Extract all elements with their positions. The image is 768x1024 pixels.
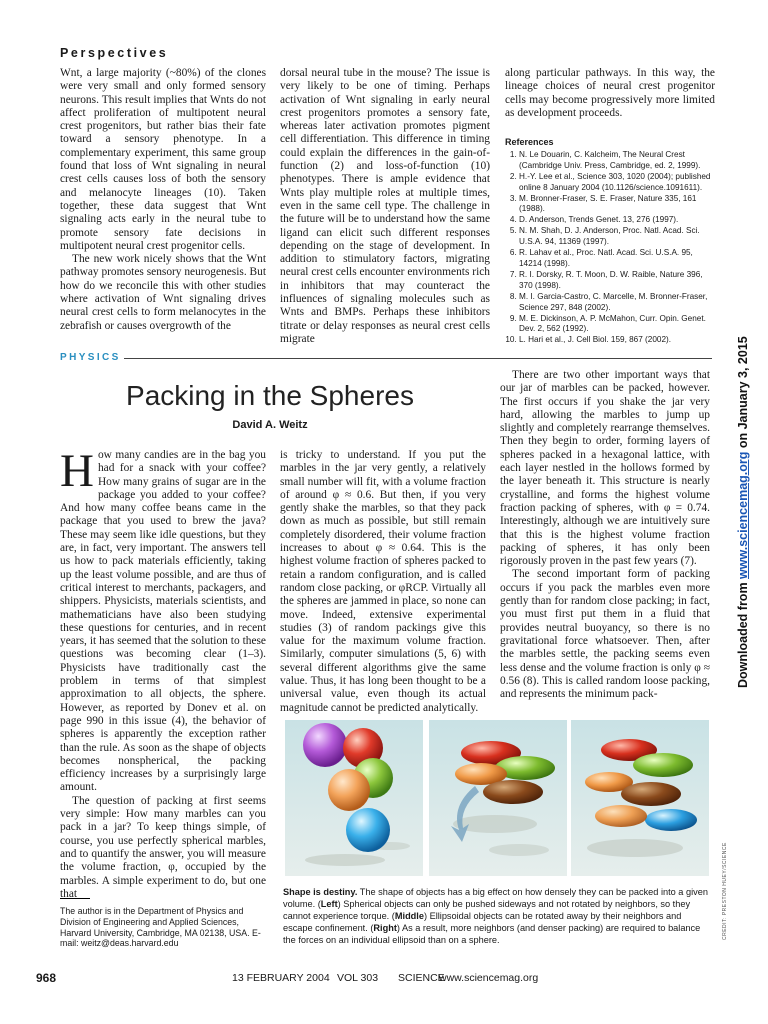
caption-text: The shape of objects has a big effect on how densely they can be packed into a given volume. (	[283, 887, 708, 909]
purple-sphere	[303, 723, 347, 767]
reference-item: 6. R. Lahav et al., Proc. Natl. Acad. Sci. U.S.A. 95, 14214 (1998).	[519, 248, 715, 270]
reference-item: 1. N. Le Douarin, C. Kalcheim, The Neural Crest (Cambridge Univ. Press, Cambridge, ed. 2, 1999).	[519, 150, 715, 172]
sciencemag-link[interactable]: www.sciencemag.org	[736, 451, 750, 579]
paragraph: dorsal neural tube in the mouse? The issue is very likely to be one of timing. Perhaps activation of Wnt signaling in early neural crest progenitors promotes a sensory fate, whereas later activation promotes pigment cell differentiation. This difference in timing could explain the differences in the gain-of-function (2) and loss-of-function (10) phenotypes. There is ample evidence that Wnts play multiple roles at multiple times, even in the same cell type. The challenge in the future will be to understand how the same ligand can elicit such different responses depending on the stage of development. In addition to stimulatory factors, migrating neural crest cells encounter environments rich in inhibitors that may counteract the influences of signaling molecules such as Wnts and BMPs. Perhaps these inhibitors titrate or delay responses as neural crest cells migrate	[280, 67, 490, 345]
references-title: References	[505, 137, 554, 147]
perspectives-column-2	[280, 67, 490, 346]
article-title: Packing in the Spheres	[126, 380, 414, 411]
physics-column-3	[500, 369, 710, 701]
download-suffix: on January 3, 2015	[736, 336, 750, 452]
paragraph: The second important form of packing occurs if you pack the marbles even more gently than for random close packing; in fact, you must first put them in a fluid that provides neutral buoyancy, so there is no gravitational force whatsoever. Then, after the marbles settle, the packing seems even less dense and the volume fraction is only φ ≈ 0.56 (8). This is called random loose packing, and represents the minimum pack-	[500, 568, 710, 701]
caption-text: ) Ellipsoidal objects can be rotated away by their neighbors and escape confinement. (	[283, 911, 682, 933]
footer-website: www.sciencemag.org	[439, 972, 539, 984]
perspectives-column-1	[60, 67, 266, 333]
section-divider	[124, 358, 712, 359]
page-number: 968	[36, 971, 57, 985]
figure-caption	[283, 886, 711, 946]
brown-ellipsoid	[483, 780, 543, 804]
caption-middle: Middle	[394, 911, 424, 921]
physics-column-1	[60, 445, 266, 901]
paragraph: along particular pathways. In this way, the lineage choices of neural crest progenitor cells may become progressively more limited as development proceeds.	[505, 67, 715, 119]
figure-panel-left	[285, 720, 423, 876]
ellipsoids-packed-illustration	[571, 720, 709, 876]
figure-panel-right	[571, 720, 709, 876]
blue-ellipsoid	[645, 809, 697, 831]
reference-list	[505, 150, 715, 346]
reference-item: 10. L. Hari et al., J. Cell Biol. 159, 867 (2002).	[519, 335, 715, 346]
paragraph: The question of packing at first seems very simple: How many marbles can you pack in a jar? To keep things simple, of course, you use perfectly spherical marbles, and to quantify the answer, you will measure the volume fraction, φ, occupied by the marbles. A simple experiment to do, but one that	[60, 794, 266, 900]
footnote-rule	[60, 898, 90, 899]
reference-item: 7. R. I. Dorsky, R. T. Moon, D. W. Raible, Nature 396, 370 (1998).	[519, 270, 715, 292]
reference-item: 5. N. M. Shah, D. J. Anderson, Proc. Natl. Acad. Sci. U.S.A. 94, 11369 (1997).	[519, 226, 715, 248]
shadow	[489, 844, 549, 856]
shadow	[587, 839, 683, 857]
caption-right: Right	[373, 923, 397, 933]
section-header: Perspectives	[60, 46, 169, 60]
shadow	[305, 854, 385, 866]
paragraph: Wnt, a large majority (~80%) of the clones were very small and only formed sensory neurons. This result implies that Wnts do not affect proliferation of multipotent neural crest progenitors, but rather bias their fate toward a sensory phenotype. In a complementary experiment, this same group found that loss of Wnt signaling in neural crest cells causes loss of both the sensory and melanocyte lineages (10). Taken together, these data suggest that Wnt signaling acts early in the neural tube to promote sensory fate decisions in multipotent neural crest progenitor cells.	[60, 67, 266, 252]
reference-item: 3. M. Bronner-Fraser, S. E. Fraser, Nature 335, 161 (1988).	[519, 194, 715, 216]
article-author: David A. Weitz	[232, 419, 308, 431]
author-footnote: The author is in the Department of Physics and Division of Engineering and Applied Sciences, Harvard University, Cambridge, MA 02138, USA. E-mail: weitz@deas.harvard.edu	[60, 906, 261, 949]
paragraph: is tricky to understand. If you put the marbles in the jar very gently, a relatively small number will fit, with a volume fraction of around φ ≈ 0.6. But then, if you very gently shake the marbles, so that they pack down as much as possible, but still remain completely disordered, their volume fraction increases to about φ ≈ 0.64. This is the highest volume fraction of spheres packed to retain a random configuration, and is called random close packing, or φRCP. Virtually all the spheres are jammed in place, so none can move. Indeed, extensive experimental studies (3) of random packings give this value for the maximum volume fraction. Similarly, computer simulations (5, 6) with several different algorithms give the same value. Thus, it has long been thought to be a universal value, even though its actual magnitude cannot be predicted analytically.	[280, 449, 486, 714]
reference-item: 9. M. E. Dickinson, A. P. McMahon, Curr. Opin. Genet. Dev. 2, 562 (1992).	[519, 314, 715, 336]
drop-cap: H	[60, 445, 94, 497]
caption-left: Left	[320, 899, 338, 909]
orange-sphere	[328, 769, 370, 811]
footer-journal: SCIENCE	[398, 972, 445, 984]
references	[505, 137, 715, 346]
reference-item: 8. M. I. Garcia-Castro, C. Marcelle, M. Bronner-Fraser, Science 297, 848 (2002).	[519, 292, 715, 314]
brown-ellipsoid	[621, 782, 681, 806]
physics-column-2	[280, 449, 486, 715]
spheres-illustration	[285, 720, 423, 876]
image-credit-text: CREDIT: PRESTON HUEY/SCIENCE	[722, 842, 728, 940]
caption-lead: Shape is destiny.	[283, 887, 358, 897]
physics-section-label: PHYSICS	[60, 352, 121, 363]
caption-text: ) Spherical objects can only be pushed sideways and not rotated by neighbors, so they cannot experience torque. (	[283, 899, 691, 921]
paragraph: The new work nicely shows that the Wnt pathway promotes sensory neurogenesis. But how do we reconcile this with other studies where activation of Wnt signaling drives neural crest cells to form melanocytes in the zebrafish or causes overgrowth of the	[60, 253, 266, 332]
download-prefix: Downloaded from	[736, 578, 750, 688]
perspectives-column-3	[505, 67, 715, 120]
green-ellipsoid	[633, 753, 693, 777]
footer-volume: VOL 303	[337, 972, 379, 984]
figure-panel-middle	[429, 720, 567, 876]
orange-ellipsoid	[595, 805, 647, 827]
footer-date: 13 FEBRUARY 2004	[232, 972, 330, 984]
paragraph-text: ow many candies are in the bag you had for a snack with your coffee? How many grains of sugar are in the package you added to your coffee? And how many coffee beans came in the package that you used to brew the java? These may seem like idle questions, but they are, in fact, very important. The answers tell us how to pack materials efficiently, taking up the least volume possible, and are thus of critical interest to merchants, packagers, and shippers. Physicists, materials scientists, and mathematicians have also been studying these questions for centuries, and in recent years, it has seemed that the solution to these questions was becoming clear (1–3). Physicists have traditionally cast the problem in terms of that simplest approximation to all objects, the sphere. However, as reported by Donev et al. on page 990 in this issue (4), the behavior of spheres is apparently the exception rather than the rule. As soon as the shape of objects becomes nonspherical, the packing efficiency increases by a surprisingly large amount.	[60, 449, 266, 794]
blue-sphere	[346, 808, 390, 852]
caption-text: ) As a result, more neighbors (and denser packing) are required to balance the forces on an individual ellipsoid than on a sphere.	[283, 923, 701, 945]
reference-item: 2. H.-Y. Lee et al., Science 303, 1020 (2004); published online 8 January 2004 (10.1126/science.1091611).	[519, 172, 715, 194]
paragraph: There are two other important ways that our jar of marbles can be packed, however. The first occurs if you shake the jar very hard, allowing the marbles to jump up slightly and completely rearrange themselves. Then they begin to order, forming layers of spheres packed in a hexagonal lattice, with each layer nestled in the hollows formed by the layer beneath it. This structure is nearly crystalline, and forms the highest volume fraction packing of spheres, with φ = 0.74. Interestingly, although we are intuitively sure that this is the highest volume fraction packing of spheres, it has only been rigorously proven in the past few years (7).	[500, 369, 710, 568]
paragraph	[60, 445, 266, 795]
ellipsoids-rotating-illustration	[429, 720, 567, 876]
reference-item: 4. D. Anderson, Trends Genet. 13, 276 (1997).	[519, 215, 715, 226]
download-notice-text	[736, 336, 750, 688]
